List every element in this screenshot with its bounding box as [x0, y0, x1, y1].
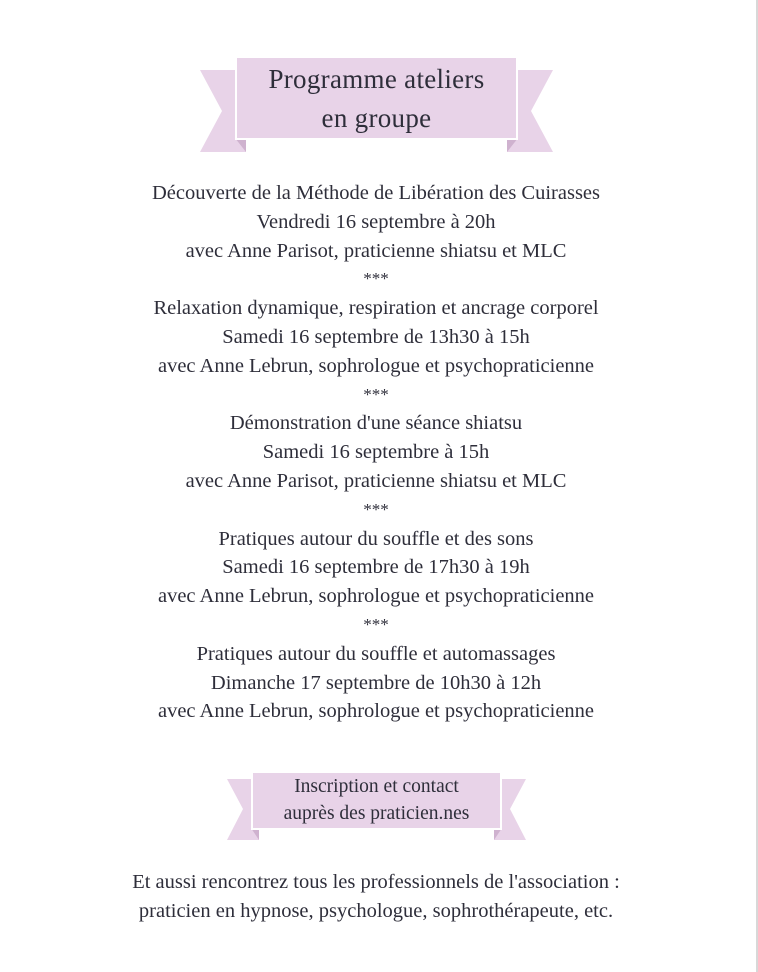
- workshop-host: avec Anne Lebrun, sophrologue et psychopraticienne: [157, 354, 595, 377]
- workshop-program: [0, 179, 752, 726]
- separator: ***: [363, 269, 389, 289]
- separator: ***: [363, 614, 389, 634]
- workshop-host: avec Anne Parisot, praticienne shiatsu et MLC: [185, 239, 567, 262]
- separator: ***: [363, 499, 389, 519]
- workshop-date: Vendredi 16 septembre à 20h: [256, 210, 496, 233]
- footer-text: [0, 868, 752, 926]
- workshop-title: Découverte de la Méthode de Libération des Cuirasses: [152, 182, 600, 204]
- workshop-item: [0, 525, 752, 611]
- workshop-title: Démonstration d'une séance shiatsu: [229, 412, 523, 435]
- workshop-host: avec Anne Lebrun, sophrologue et psychopraticienne: [157, 700, 595, 723]
- contact-ribbon-banner: [227, 771, 526, 840]
- footer-line-2: praticien en hypnose, psychologue, sophrothérapeute, etc.: [138, 900, 614, 922]
- title-line-1: Programme ateliers: [268, 64, 485, 94]
- title-ribbon-banner: [200, 56, 553, 152]
- workshop-date: Samedi 16 septembre de 17h30 à 19h: [222, 556, 530, 579]
- contact-line-1: Inscription et contact: [294, 776, 459, 797]
- workshop-date: Samedi 16 septembre de 13h30 à 15h: [222, 325, 530, 348]
- workshop-title: Pratiques autour du souffle et des sons: [218, 527, 534, 550]
- workshop-item: [0, 409, 752, 495]
- workshop-item: [0, 179, 752, 265]
- contact-line-2: auprès des praticien.nes: [283, 803, 470, 824]
- workshop-host: avec Anne Parisot, praticienne shiatsu et MLC: [185, 469, 567, 492]
- workshop-date: Dimanche 17 septembre de 10h30 à 12h: [210, 671, 542, 694]
- workshop-host: avec Anne Lebrun, sophrologue et psychopraticienne: [157, 585, 595, 608]
- workshop-item: [0, 640, 752, 726]
- workshop-title: Relaxation dynamique, respiration et ancrage corporel: [153, 297, 599, 320]
- separator: ***: [363, 384, 389, 404]
- workshop-date: Samedi 16 septembre à 15h: [262, 441, 490, 464]
- footer-line-1: Et aussi rencontrez tous les professionnels de l'association :: [132, 871, 620, 893]
- workshop-title: Pratiques autour du souffle et automassages: [196, 642, 556, 665]
- workshop-item: [0, 294, 752, 380]
- contact-ribbon-text: [227, 773, 526, 827]
- title-line-2: en groupe: [321, 103, 432, 133]
- title-ribbon-text: [200, 60, 553, 138]
